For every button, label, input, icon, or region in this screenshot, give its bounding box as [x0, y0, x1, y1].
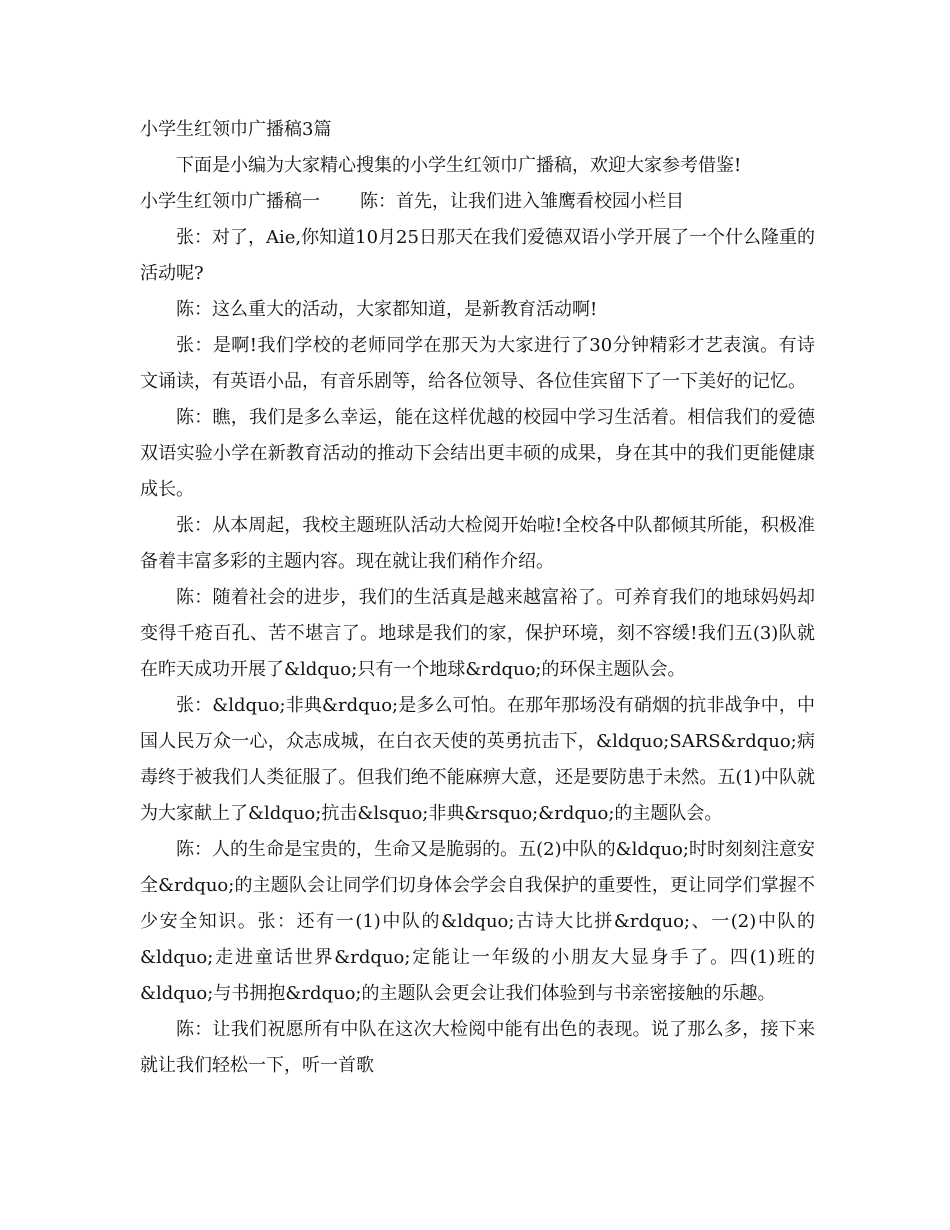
dialogue-paragraph-5: 张：从本周起，我校主题班队活动大检阅开始啦!全校各中队都倾其所能，积极准备着丰富多彩的主题内容。现在就让我们稍作介绍。	[140, 515, 815, 572]
dialogue-paragraph-7: 张：&ldquo;非典&rdquo;是多么可怕。在那年那场没有硝烟的抗非战争中，中国人民万众一心，众志成城，在白衣天使的英勇抗击下，&ldquo;SARS&rdquo;病毒终于被我们人类征服了。但我们绝不能麻痹大意，还是要防患于未然。五(1)中队就为大家献上了&ldquo;抗击&lsquo;非典&rsquo;&rdquo;的主题队会。	[140, 695, 815, 824]
intro-paragraph: 下面是小编为大家精心搜集的小学生红领巾广播稿，欢迎大家参考借鉴!	[176, 155, 742, 176]
dialogue-paragraph-4: 陈：瞧，我们是多么幸运，能在这样优越的校园中学习生活着。相信我们的爱德双语实验小学在新教育活动的推动下会结出更丰硕的成果，身在其中的我们更能健康成长。	[140, 407, 815, 500]
section-first-line: 陈：首先，让我们进入雏鹰看校园小栏目	[360, 191, 684, 212]
dialogue-paragraph-1: 张：对了，Aie,你知道10月25日那天在我们爱德双语小学开展了一个什么隆重的活动呢?	[140, 227, 815, 284]
dialogue-paragraph-8: 陈：人的生命是宝贵的，生命又是脆弱的。五(2)中队的&ldquo;时时刻刻注意安全&rdquo;的主题队会让同学们切身体会学会自我保护的重要性，更让同学们掌握不少安全知识。张：还有一(1)中队的&ldquo;古诗大比拼&rdquo;、一(2)中队的&ldquo;走进童话世界&rdquo;定能让一年级的小朋友大显身手了。四(1)班的&ldquo;与书拥抱&rdquo;的主题队会更会让我们体验到与书亲密接触的乐趣。	[140, 839, 815, 1004]
dialogue-paragraph-6: 陈：随着社会的进步，我们的生活真是越来越富裕了。可养育我们的地球妈妈却变得千疮百孔、苦不堪言了。地球是我们的家，保护环境，刻不容缓!我们五(3)队就在昨天成功开展了&ldquo;只有一个地球&rdquo;的环保主题队会。	[140, 587, 815, 680]
dialogue-paragraph-3: 张：是啊!我们学校的老师同学在那天为大家进行了30分钟精彩才艺表演。有诗文诵读，有英语小品，有音乐剧等，给各位领导、各位佳宾留下了一下美好的记忆。	[140, 335, 815, 392]
section-heading-line	[140, 184, 815, 220]
document-title: 小学生红领巾广播稿3篇	[140, 119, 332, 140]
dialogue-paragraph-9: 陈：让我们祝愿所有中队在这次大检阅中能有出色的表现。说了那么多，接下来就让我们轻松一下，听一首歌	[140, 1019, 815, 1076]
dialogue-paragraph-2: 陈：这么重大的活动，大家都知道，是新教育活动啊!	[176, 299, 598, 320]
section-heading: 小学生红领巾广播稿一	[140, 191, 320, 212]
document-body	[140, 112, 815, 1084]
